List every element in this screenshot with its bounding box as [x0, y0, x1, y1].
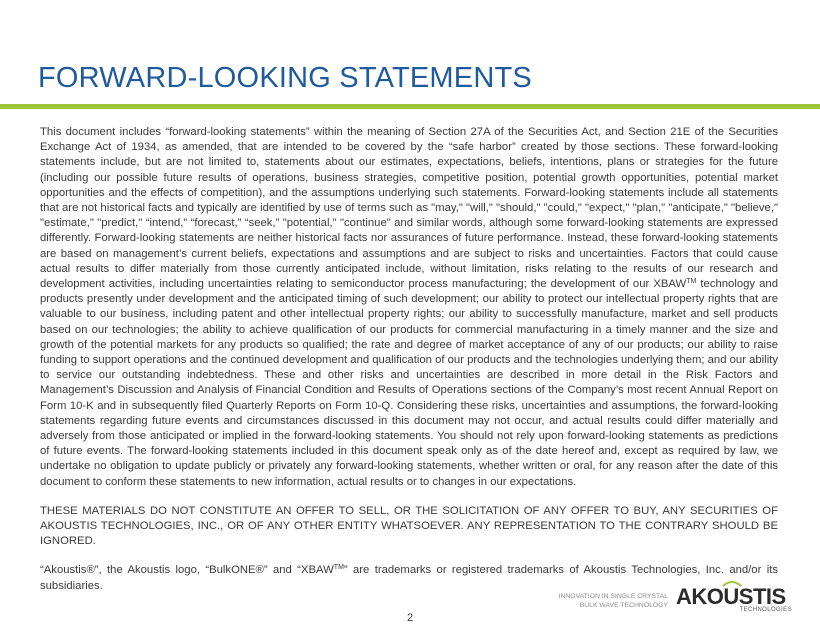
forward-looking-paragraph [40, 125, 778, 490]
akoustis-logo [676, 584, 794, 616]
para1-part-b: technology and products presently under development and the anticipated timing of such development; our ability to protect our intellectual property rights that are valuable to our business, including patent and other intellectual property rights; our ability to successfully manufacture, market and sell products based on our technologies; the ability to achieve qualification of our products for commercial manufacturing in a timely manner and the size and growth of the potential markets for any products so qualified; the rate and degree of market acceptance of any of our products; our ability to raise funding to support operations and the continued development and qualification of our products and the technologies underlying them; and our ability to service our outstanding indebtedness. These and other risks and uncertainties are described in more detail in the Risk Factors and Management’s Discussion and Analysis of Financial Condition and Results of Operations sections of the Company’s most recent Annual Report on Form 10-K and in subsequently filed Quarterly Reports on Form 10-Q. Considering these risks, uncertainties and assumptions, the forward-looking statements regarding future events and circumstances discussed in this document may not occur, and actual results could differ materially and adversely from those anticipated or implied in the forward-looking statements. You should not rely upon forward-looking statements as predictions of future events. The forward-looking statements included in this document speak only as of the date hereof and, except as required by law, we undertake no obligation to update publicly or privately any forward-looking statements, whether written or oral, for any reason after the date of this document to conform these statements to new information, actual results or to changes in our expectations. [40, 278, 778, 488]
tagline-line-2: BULK WAVE TECHNOLOGY [579, 601, 668, 609]
title-divider [0, 104, 820, 109]
body-text [40, 125, 778, 594]
company-tagline [548, 593, 668, 610]
page-number: 2 [406, 612, 414, 624]
trademark-superscript: TM [686, 278, 697, 286]
trademark-superscript-2: TM [333, 564, 344, 572]
para1-part-a: This document includes “forward-looking statements” within the meaning of Section 27A of the Securities Act, and Section 21E of the Securities Exchange Act of 1934, as amended, that are intended to be covered by the “safe harbor” created by those sections. These forward-looking statements include, but are not limited to, statements about our estimates, expectations, beliefs, intentions, plans or strategies for the future (including our possible future results of operations, business strategies, competitive position, potential growth opportunities, potential market opportunities and the effects of competition), and the assumptions underlying such statements. Forward-looking statements include all statements that are not historical facts and typically are identified by use of terms such as "may," "will," "should," "could," "expect," "plan," "anticipate," "believe," "estimate," "predict," “intend,” “forecast,” “seek,” "potential," "continue" and similar words, although some forward-looking statements are expressed differently. Forward-looking statements are neither historical facts nor assurances of future performance. Instead, these forward-looking statements are based on management’s current beliefs, expectations and assumptions and are subject to risks and uncertainties. Factors that could cause actual results to differ materially from those currently anticipated include, without limitation, risks relating to the results of our research and development activities, including uncertainties relating to semiconductor process manufacturing; the development of our XBAW [40, 126, 778, 291]
trademark-paragraph [40, 563, 778, 593]
logo-subtitle: TECHNOLOGIES [739, 607, 792, 613]
para3-part-b: ” are trademarks or registered trademarks of Akoustis Technologies, Inc. and/or its subsidiaries. [40, 564, 778, 592]
tagline-line-1: INNOVATION IN SINGLE CRYSTAL [558, 593, 668, 600]
para3-part-a: “Akoustis®”, the Akoustis logo, “BulkONE®” and “XBAW [40, 564, 334, 577]
offer-disclaimer-paragraph: THESE MATERIALS DO NOT CONSTITUTE AN OFFER TO SELL, OR THE SOLICITATION OF ANY OFFER TO BUY, ANY SECURITIES OF AKOUSTIS TECHNOLOGIES, INC., OR OF ANY OTHER ENTITY WHATSOEVER. ANY REPRESENTATION TO THE CONTRARY SHOULD BE IGNORED. [40, 504, 778, 548]
logo-wordmark: AKOUSTIS [676, 584, 786, 609]
page-title: FORWARD-LOOKING STATEMENTS [38, 62, 532, 94]
